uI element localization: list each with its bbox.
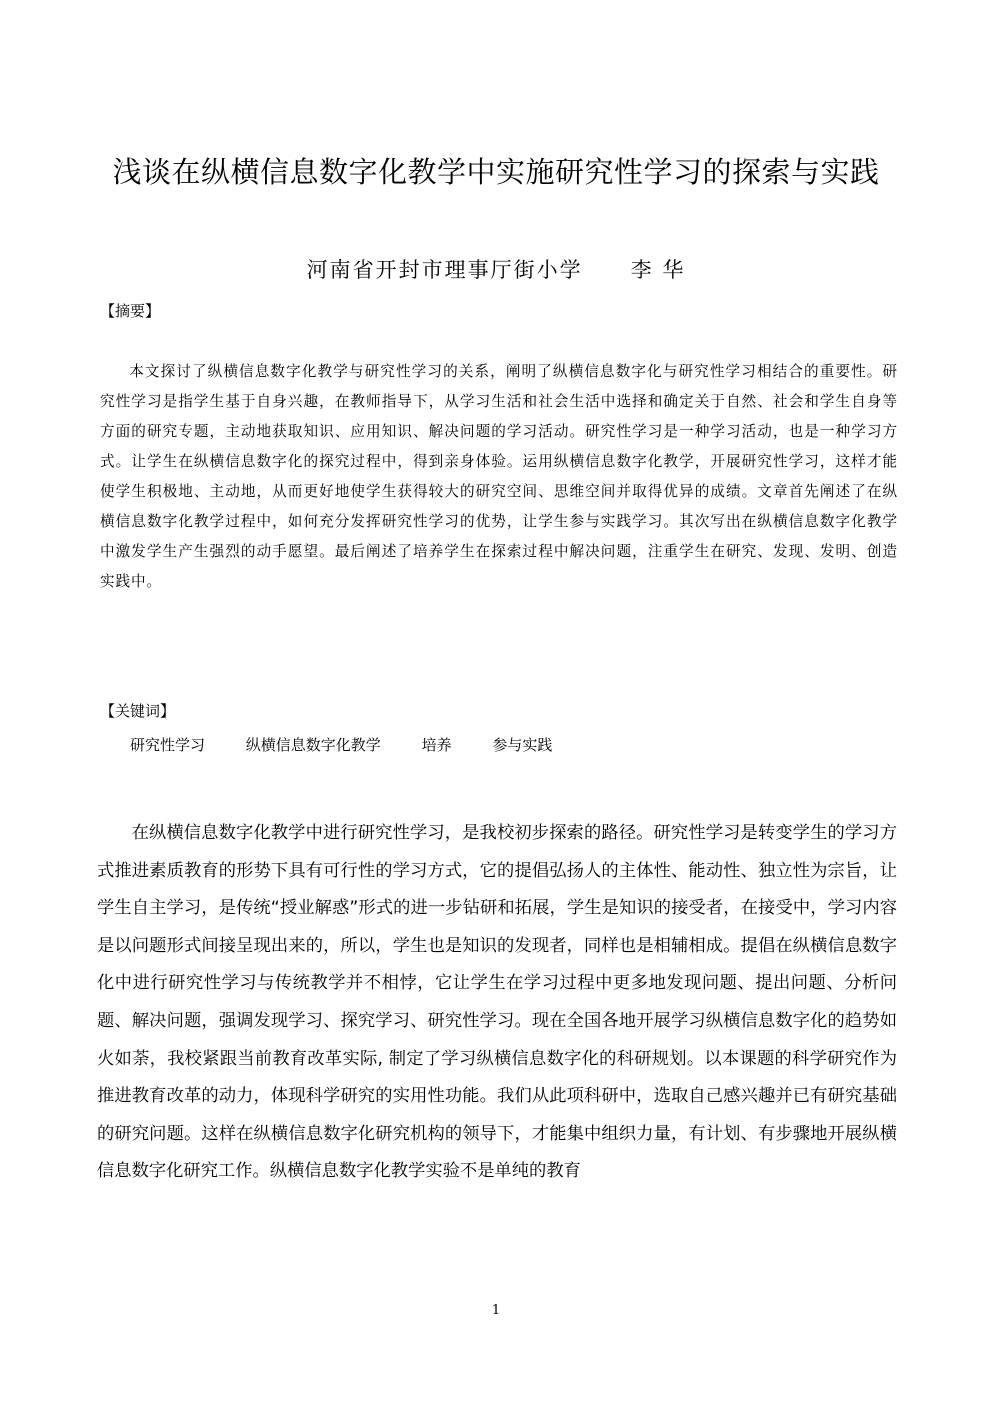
- keyword-item: 纵横信息数字化教学: [245, 736, 381, 754]
- author-name: 李 华: [630, 258, 686, 282]
- abstract-text: 本文探讨了纵横信息数字化教学与研究性学习的关系，阐明了纵横信息数字化与研究性学习相结合的重要性。研究性学习是指学生基于自身兴趣，在教师指导下，从学习生活和社会生活中选择和确定关于自然、社会和学生自身等方面的研究专题，主动地获取知识、应用知识、解决问题的学习活动。研究性学习是一种学习活动，也是一种学习方式。让学生在纵横信息数字化的探究过程中，得到亲身体验。运用纵横信息数字化教学，开展研究性学习，这样才能使学生积极地、主动地，从而更好地使学生获得较大的研究空间、思维空间并取得优异的成绩。文章首先阐述了在纵横信息数字化教学过程中，如何充分发挥研究性学习的优势，让学生参与实践学习。其次写出在纵横信息数字化教学中激发学生产生强烈的动手愿望。最后阐述了培养学生在探索过程中解决问题，注重学生在研究、发现、发明、创造实践中。: [100, 363, 898, 590]
- keyword-item: 参与实践: [492, 736, 553, 754]
- keyword-item: 培养: [421, 736, 452, 754]
- keywords-list: [130, 734, 588, 755]
- abstract-label: 【摘要】: [100, 302, 161, 320]
- author-school: 河南省开封市理事厅街小学: [306, 258, 583, 282]
- body-paragraph: 在纵横信息数字化教学中进行研究性学习，是我校初步探索的路径。研究性学习是转变学生的学习方式推进素质教育的形势下具有可行性的学习方式，它的提倡弘扬人的主体性、能动性、独立性为宗旨，让学生自主学习，是传统“授业解惑”形式的进一步钻研和拓展，学生是知识的接受者，在接受中，学习内容是以问题形式间接呈现出来的，所以，学生也是知识的发现者，同样也是相辅相成。提倡在纵横信息数字化中进行研究性学习与传统教学并不相悖，它让学生在学习过程中更多地发现问题、提出问题、分析问题、解决问题，强调发现学习、探究学习、研究性学习。现在全国各地开展学习纵横信息数字化的趋势如火如荼，我校紧跟当前教育改革实际, 制定了学习纵横信息数字化的科研规划。以本课题的科学研究作为推进教育改革的动力，体现科学研究的实用性功能。我们从此项科研中，选取自己感兴趣并已有研究基础的研究问题。这样在纵横信息数字化研究机构的领导下，才能集中组织力量，有计划、有步骤地开展纵横信息数字化研究工作。纵横信息数字化教学实验不是单纯的教育: [97, 823, 897, 1182]
- page-number: 1: [491, 1303, 501, 1318]
- keywords-label: 【关键词】: [100, 702, 176, 720]
- author-line: [0, 254, 992, 284]
- keyword-item: 研究性学习: [130, 736, 206, 754]
- document-title: 浅谈在纵横信息数字化教学中实施研究性学习的探索与实践: [112, 155, 880, 189]
